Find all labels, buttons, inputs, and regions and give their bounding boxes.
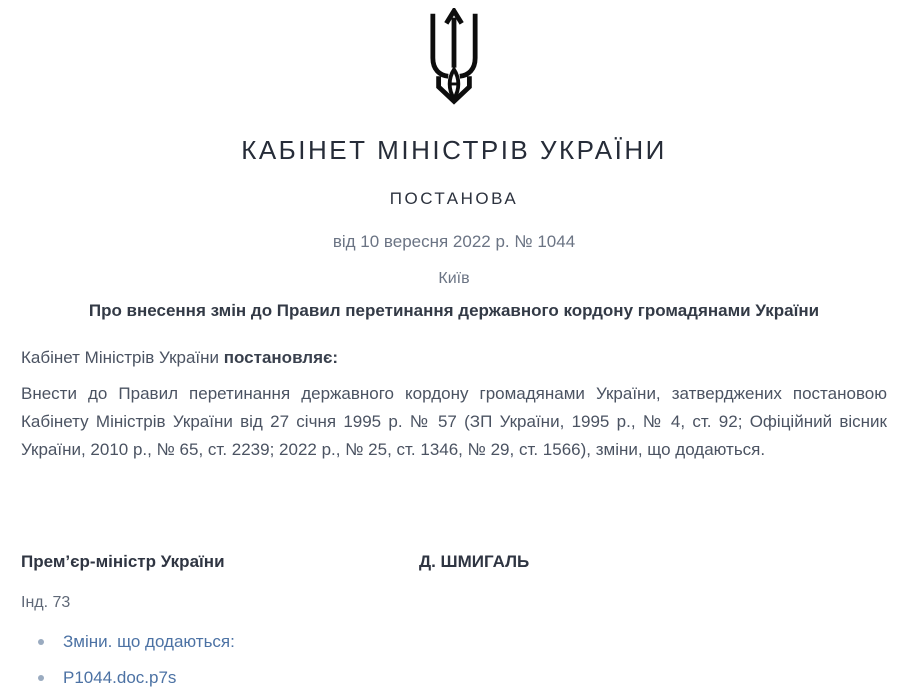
org-name-heading: КАБІНЕТ МІНІСТРІВ УКРАЇНИ <box>241 135 667 165</box>
preamble-decree-word: постановляє: <box>223 348 339 367</box>
bullet-icon <box>38 675 44 681</box>
doc-city: Київ <box>438 270 470 287</box>
attachment-link-changes[interactable]: Зміни. що додаються: <box>63 632 235 651</box>
attachments-list <box>21 630 887 690</box>
doc-date-number: від 10 вересня 2022 р. № 1044 <box>332 232 576 251</box>
ukraine-coat-of-arms-icon <box>423 8 485 108</box>
index-line: Інд. 73 <box>21 594 71 611</box>
signature-position: Прем’єр-міністр України <box>21 552 225 571</box>
preamble <box>21 346 887 370</box>
signature-name: Д. ШМИГАЛЬ <box>419 552 530 571</box>
doc-type-heading: ПОСТАНОВА <box>389 189 519 208</box>
doc-title: Про внесення змін до Правил перетинання державного кордону громадянами України <box>88 301 820 320</box>
emblem-container <box>21 8 887 108</box>
preamble-text: Кабінет Міністрів України <box>21 348 224 367</box>
signature-block <box>21 550 887 574</box>
attachment-link-p7s-file[interactable]: P1044.doc.p7s <box>63 668 177 687</box>
body-paragraph: Внести до Правил перетинання державного кордону громадянами України, затверджених постановою Кабінету Міністрів України від 27 січня 1995 р. № 57 (ЗП України, 1995 р., № 4, ст. 92; Офіційний вісник України, 2010 р., № 65, ст. 2239; 2022 р., № 25, ст. 1346, № 29, ст. 1566), зміни, що додаються. <box>21 384 887 459</box>
bullet-icon <box>38 639 44 645</box>
list-item <box>38 666 887 690</box>
list-item <box>38 630 887 654</box>
